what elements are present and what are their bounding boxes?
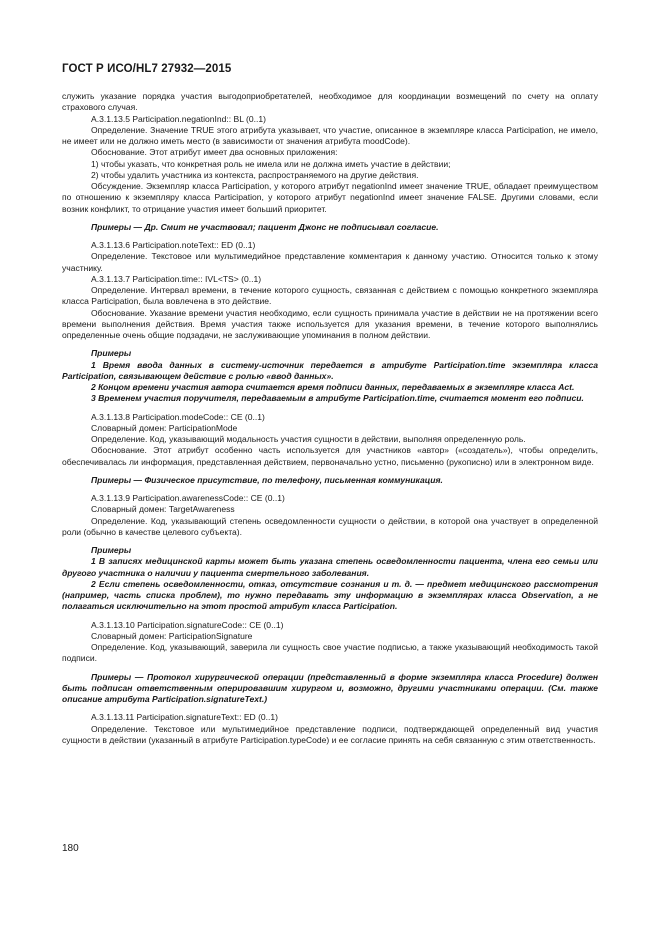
body-paragraph: A.3.1.13.10 Participation.signatureCode:: CE (0..1) [91,619,284,630]
body-paragraph: Определение. Значение TRUE этого атрибута указывает, что участие, описанное в экземпляре класса Participation, не имело, не имеет или не должно иметь место (в зависимости от значения атрибута moodCode). [62,124,598,146]
body-paragraph: Обоснование. Этот атрибут особенно часть используется для участников «автор» («создатель»), чтобы определить, обеспечивалась ли информация, представленная действием, первоначально устно, письменно (рукописно) или в электронном виде. [62,445,598,467]
body-paragraph: A.3.1.13.8 Participation.modeCode:: CE (0..1) [91,411,265,422]
example-paragraph: Примеры — Физическое присутствие, по телефону, письменная коммуникация. [91,474,443,485]
example-paragraph: Примеры [91,348,132,359]
body-paragraph: Обоснование. Этот атрибут имеет два основных приложения: [91,147,338,158]
body-paragraph: Обсуждение. Экземпляр класса Participation, у которого атрибут negationInd имеет значение TRUE, обладает преимуществом по отношению к экземпляру класса Participation, у которого атрибут negationInd имеет значение FALSE. Другими словами, если возник конфликт, то отрицание участия имеет больший приоритет. [62,181,598,214]
example-paragraph: Примеры — Др. Смит не участвовал; пациент Джонс не подписывал согласие. [91,221,439,232]
example-paragraph: Примеры — Протокол хирургической операции (представленный в форме экземпляра класса Procedure) должен быть подписан ответственным оперировавшим хирургом и, возможно, другими участниками операции. (См. также описание атрибута Participation.signatureText.) [62,671,598,704]
body-paragraph: служить указание порядка участия выгодоприобретателей, необходимое для координации возмещений по счету на оплату страхового случая. [62,91,598,113]
body-paragraph: Определение. Код, указывающий модальность участия сущности в действии, выполняя определенную роль. [91,434,526,444]
example-paragraph: 1 В записях медицинской карты может быть указана степень осведомленности пациента, члена его семьи или другого участника о наличии у пациента смертельного заболевания. [62,556,598,578]
body-paragraph: Словарный домен: ParticipationMode [91,422,238,433]
body-paragraph: Обоснование. Указание времени участия необходимо, если сущность принимала участие в действии не на протяжении всего времени выполнения действия. Время участия также используется для указания времени, в течение которого выполнялись определенные очень общие подзадачи, не заслуживающие упоминания в полном действии. [62,307,598,340]
body-paragraph: A.3.1.13.6 Participation.noteText:: ED (0..1) [91,240,256,250]
document-body [62,91,598,746]
body-paragraph: Словарный домен: ParticipationSignature [91,630,253,641]
example-paragraph: 1 Время ввода данных в систему-источник передается в атрибуте Participation.time экземпляра класса Participation, связывающем действие с ролью «ввод данных». [62,359,598,381]
page-number: 180 [62,843,79,854]
body-paragraph: A.3.1.13.11 Participation.signatureText:: ED (0..1) [91,712,279,723]
example-paragraph: 2 Концом времени участия автора считается время подписи данных, передаваемых в экземпляре класса Act. [91,382,575,392]
example-paragraph: 2 Если степень осведомленности, отказ, отсутствие сознания и т. д. — предмет медицинского рассмотрения (например, часть списка проблем), то нужно передавать эту информацию в экземплярах класса Observation, а не полагаться исключительно на этот простой атрибут класса Participation. [62,578,598,612]
example-paragraph: Примеры [91,545,132,555]
body-paragraph: A.3.1.13.9 Participation.awarenessCode:: CE (0..1) [91,493,285,503]
body-paragraph: 1) чтобы указать, что конкретная роль не имела или не должна иметь участие в действии; [91,158,451,169]
body-paragraph: Определение. Интервал времени, в течение которого сущность, связанная с действием с помощью конкретного экземпляра класса Participation, была вовлечена в это действие. [62,285,598,307]
body-paragraph: Определение. Код, указывающий, заверила ли сущность свое участие подписью, а также указывающий необходимость такой подписи. [62,642,598,664]
body-paragraph: A.3.1.13.5 Participation.negationInd:: BL (0..1) [91,113,267,124]
body-paragraph: Словарный домен: TargetAwareness [91,504,235,515]
example-paragraph: 3 Временем участия поручителя, передаваемым в атрибуте Participation.time, считается момент его подписи. [91,393,584,404]
body-paragraph: Определение. Код, указывающий степень осведомленности сущности о действии, в которой она участвует в определенной роли (обычно в качестве целевого субъекта). [62,515,598,537]
page-header: ГОСТ Р ИСО/HL7 27932—2015 [62,63,232,75]
body-paragraph: Определение. Текстовое или мультимедийное представление комментария к данному участию. Относится только к этому участнику. [62,251,598,273]
body-paragraph: Определение. Текстовое или мультимедийное представление подписи, подтверждающей определенный вид участия сущности в действии (указанный в атрибуте Participation.typeCode) и ее согласие принять на себя связанную с этим ответственность. [62,723,598,745]
body-paragraph: 2) чтобы удалить участника из контекста, распространяемого на другие действия. [91,169,419,180]
body-paragraph: A.3.1.13.7 Participation.time:: IVL<TS> (0..1) [91,273,262,284]
